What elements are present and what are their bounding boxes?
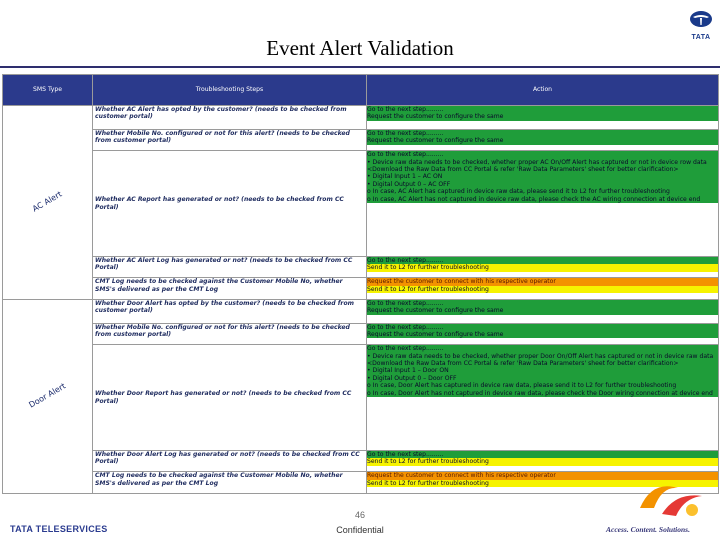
table-row: [3, 299, 719, 323]
action-item: • Device raw data needs to be checked, whether proper Door On/Off Alert has captured or not in device raw data <Download the Raw Data from CC Portal & refer 'Raw Data Parameters' sheet for better clarification>: [367, 353, 718, 368]
action-item: o In case, AC Alert has not captured in device raw data, please check the AC wiring connection at device end: [367, 196, 718, 203]
sms-type-label: Door Alert: [27, 381, 68, 410]
table-row: [3, 151, 719, 257]
action-item: Go to the next step.........: [367, 324, 718, 331]
company-logo: [10, 524, 108, 534]
table-row: [3, 278, 719, 300]
action-item: Request the customer to connect with his respective operator: [367, 278, 718, 285]
action-item: • Digital Output 0 – Door OFF: [367, 375, 718, 382]
troubleshooting-step: CMT Log needs to be checked against the Customer Mobile No, whether SMS's delivered as per the CMT Log: [93, 278, 367, 300]
table-header-row: [3, 75, 719, 106]
action-item: • Digital Output 0 – AC OFF: [367, 181, 718, 188]
tata-logo: [688, 10, 714, 40]
troubleshooting-step: CMT Log needs to be checked against the Customer Mobile No, whether SMS's delivered as per the CMT Log: [93, 472, 367, 494]
table-row: [3, 106, 719, 130]
action-item: Send it to L2 for further troubleshooting: [367, 458, 718, 465]
action-cell: [367, 106, 719, 130]
tata-emblem-icon: [688, 10, 714, 28]
header-action: Action: [367, 75, 719, 106]
table-row: [3, 323, 719, 345]
action-item: o In case, AC Alert has captured in device raw data, please send it to L2 for further troubleshooting: [367, 188, 718, 195]
action-item: Request the customer to configure the same: [367, 137, 718, 144]
sms-type-door-alert: [3, 299, 93, 493]
action-item: o In case, Door Alert has not captured in device raw data, please check the Door wiring connection at device end: [367, 390, 718, 397]
tata-logo-text: TATA: [691, 34, 711, 41]
action-item: • Digital Input 1 – AC ON: [367, 173, 718, 180]
action-cell: [367, 129, 719, 151]
table-row: [3, 256, 719, 278]
troubleshooting-step: Whether AC Report has generated or not? (needs to be checked from CC Portal): [93, 151, 367, 257]
slide-title: Event Alert Validation: [266, 36, 454, 60]
troubleshooting-step: Whether Door Alert has opted by the customer? (needs to be checked from customer portal): [93, 299, 367, 323]
troubleshooting-step: Whether AC Alert Log has generated or not? (needs to be checked from CC Portal): [93, 256, 367, 278]
action-item: • Digital Input 1 – Door ON: [367, 367, 718, 374]
title-divider: [0, 66, 720, 68]
action-cell: [367, 151, 719, 257]
action-item: • Device raw data needs to be checked, whether proper AC On/Off Alert has captured or not in device row data <Download the Raw Data from CC Portal & refer 'Raw Data Parameters' sheet for better clarification>: [367, 159, 718, 174]
troubleshooting-step: Whether Mobile No. configured or not for this alert? (needs to be checked from customer portal): [93, 323, 367, 345]
action-cell: [367, 345, 719, 451]
confidential-label: Confidential: [336, 525, 384, 535]
action-item: Go to the next step.........: [367, 257, 718, 264]
sms-type-label: AC Alert: [31, 189, 64, 214]
action-cell: [367, 323, 719, 345]
event-alert-table: [2, 74, 719, 494]
action-item: Request the customer to connect with his respective operator: [367, 472, 718, 479]
action-item: Go to the next step.........: [367, 451, 718, 458]
troubleshooting-step: Whether Door Report has generated or not? (needs to be checked from CC Portal): [93, 345, 367, 451]
troubleshooting-step: Whether Mobile No. configured or not for this alert? (needs to be checked from customer portal): [93, 129, 367, 151]
action-item: Go to the next step.........: [367, 300, 718, 307]
action-item: Request the customer to configure the same: [367, 113, 718, 120]
action-cell: [367, 299, 719, 323]
troubleshooting-step: Whether Door Alert Log has generated or not? (needs to be checked from CC Portal): [93, 450, 367, 472]
header-troubleshooting-steps: Troubleshooting Steps: [93, 75, 367, 106]
action-item: o In case, Door Alert has captured in device raw data, please send it to L2 for further troubleshooting: [367, 382, 718, 389]
table-row: [3, 345, 719, 451]
action-item: Request the customer to configure the same: [367, 307, 718, 314]
swoosh-graphic-icon: [632, 478, 712, 522]
action-cell: [367, 450, 719, 472]
action-cell: [367, 256, 719, 278]
action-item: Go to the next step.........: [367, 345, 718, 352]
sms-type-ac-alert: [3, 106, 93, 300]
tagline: Access. Content. Solutions.: [606, 525, 690, 534]
action-item: Go to the next step.........: [367, 151, 718, 158]
table-row: [3, 129, 719, 151]
action-item: Request the customer to configure the same: [367, 331, 718, 338]
table-row: [3, 450, 719, 472]
troubleshooting-step: Whether AC Alert has opted by the customer? (needs to be checked from customer portal): [93, 106, 367, 130]
header-sms-type: SMS Type: [3, 75, 93, 106]
page-number: 46: [354, 510, 365, 520]
table-row: [3, 472, 719, 494]
action-cell: [367, 278, 719, 300]
action-item: Go to the next step.........: [367, 130, 718, 137]
action-item: Go to the next step.........: [367, 106, 718, 113]
action-item: Send it to L2 for further troubleshooting: [367, 480, 718, 487]
action-item: Send it to L2 for further troubleshooting: [367, 286, 718, 293]
company-logo-text: TATA TELESERVICES: [10, 524, 108, 534]
action-item: Send it to L2 for further troubleshooting: [367, 264, 718, 271]
